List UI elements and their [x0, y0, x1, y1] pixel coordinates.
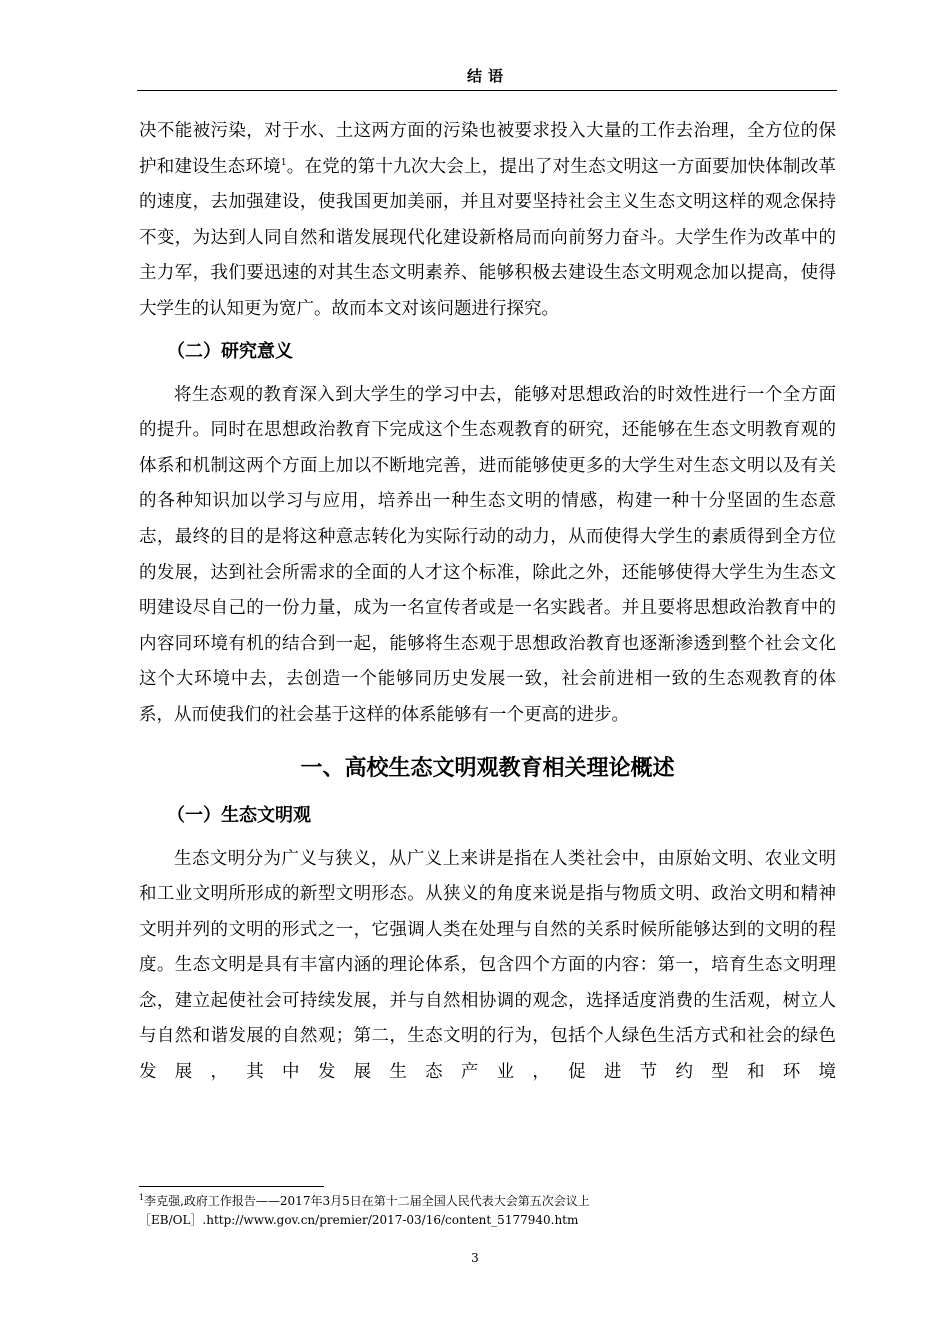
running-header: 结语	[466, 67, 509, 85]
paragraph-1-text: 决不能被污染，对于水、土这两方面的污染也被要求投入大量的工作去治理，全方位的保护和建设生态环境	[139, 121, 836, 177]
footnote-reference[interactable]: 1	[280, 157, 287, 168]
header-rule	[137, 90, 837, 91]
footnote-mark: 1	[139, 1193, 145, 1202]
footnote-rule	[139, 1186, 324, 1187]
paragraph-2: 将生态观的教育深入到大学生的学习中去，能够对思想政治的时效性进行一个全方面的提升。同时在思想政治教育下完成这个生态观教育的研究，还能够在生态文明教育观的体系和机制这两个方面上加以不断地完善，进而能够使更多的大学生对生态文明以及有关的各种知识加以学习与应用，培养出一种生态文明的情感，构建一种十分坚固的生态意志，最终的目的是将这种意志转化为实际行动的动力，从而使得大学生的素质得到全方位的发展，达到社会所需求的全面的人才这个标准，除此之外，还能够使得大学生为生态文明建设尽自己的一份力量，成为一名宣传者或是一名实践者。并且要将思想政治教育中的内容同环境有机的结合到一起，能够将生态观于思想政治教育也逐渐渗透到整个社会文化这个大环境中去，去创造一个能够同历史发展一致，社会前进相一致的生态观教育的体系，从而使我们的社会基于这样的体系能够有一个更高的进步。	[139, 384, 836, 725]
footnote	[139, 1192, 839, 1230]
footnote-line-2: ［EB/OL］.http://www.gov.cn/premier/2017-03/16/content_5177940.htm	[139, 1213, 579, 1227]
section-heading: 一、高校生态文明观教育相关理论概述	[300, 755, 675, 781]
paragraph-1-tail: 。在党的第十九次大会上，提出了对生态文明这一方面要加快体制改革的速度，去加强建设，使我国更加美丽，并且对要坚持社会主义生态文明这样的观念保持不变，为达到人同自然和谐发展现代化建设新格局而向前努力奋斗。大学生作为改革中的主力军，我们要迅速的对其生态文明素养、能够积极去建设生态文明观念加以提高，使得大学生的认知更为宽广。故而本文对该问题进行探究。	[139, 156, 837, 319]
paragraph-3: 生态文明分为广义与狭义，从广义上来讲是指在人类社会中，由原始文明、农业文明和工业文明所形成的新型文明形态。从狭义的角度来说是指与物质文明、政治文明和精神文明并列的文明的形式之一，它强调人类在处理与自然的关系时候所能够达到的文明的程度。生态文明是具有丰富内涵的理论体系，包含四个方面的内容：第一，培育生态文明理念，建立起使社会可持续发展，并与自然相协调的观念，选择适度消费的生活观，树立人与自然和谐发展的自然观；第二，生态文明的行为，包括个人绿色生活方式和社会的绿色发展，其中发展生态产业，促进节约型和环境	[139, 848, 836, 1083]
subheading-research-significance: （二）研究意义	[167, 340, 293, 362]
body-text	[139, 114, 836, 1091]
subheading-ecological-civilization: （一）生态文明观	[167, 804, 311, 826]
page-number: 3	[471, 1251, 479, 1265]
paragraph-1	[139, 114, 836, 328]
footnote-line-1	[139, 1192, 839, 1211]
footnote-text-1: 李克强,政府工作报告——2017年3月5日在第十二届全国人民代表大会第五次会议上	[144, 1194, 590, 1208]
